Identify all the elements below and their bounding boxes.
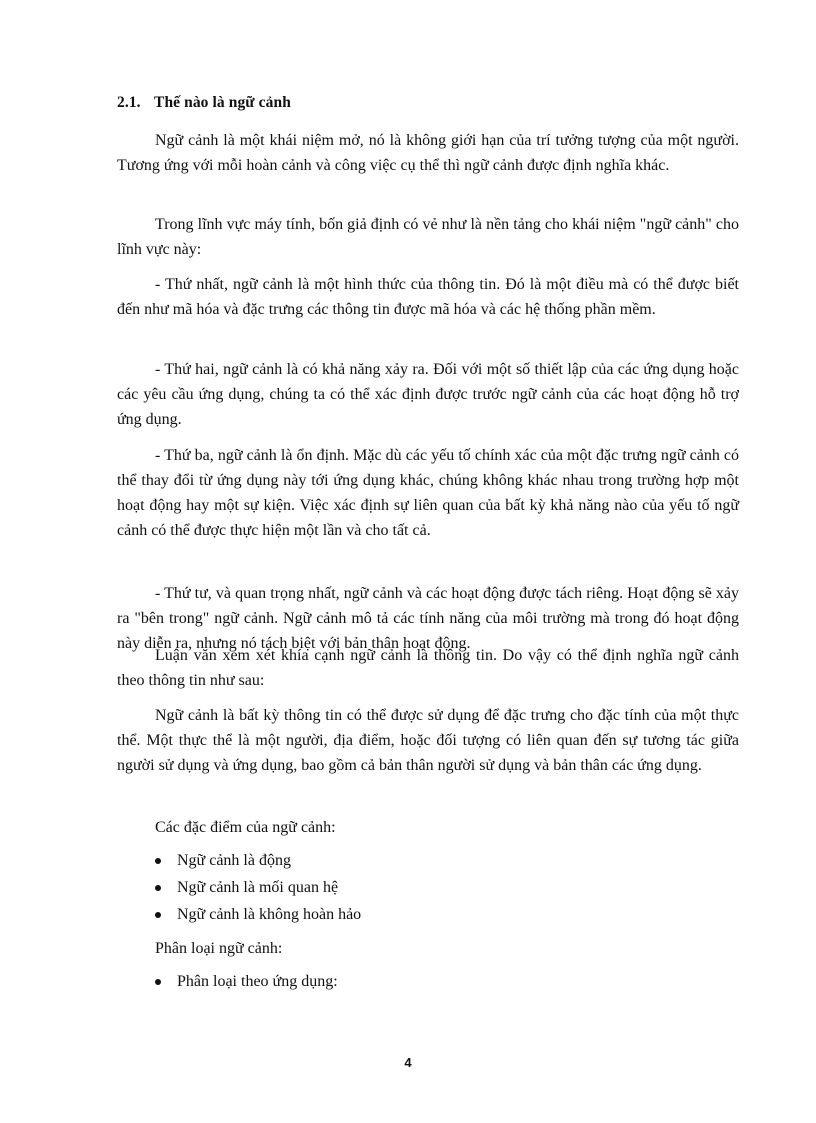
paragraph-first: - Thứ nhất, ngữ cảnh là một hình thức của thông tin. Đó là một điều mà có thể được biết đến như mã hóa và đặc trưng các thông tin được mã hóa và các hệ thống phần mềm. [117, 276, 739, 318]
paragraph-fourth: - Thứ tư, và quan trọng nhất, ngữ cảnh và các hoạt động được tách riêng. Hoạt động sẽ xảy ra "bên trong" ngữ cảnh. Ngữ cảnh mô tả các tính năng của môi trường mà trong đó hoạt động này diễn ra, nhưng nó tách biệt với bản thân hoạt động. [117, 585, 739, 652]
bullet-icon [155, 858, 161, 864]
paragraph-thesis: Luận văn xem xét khía cạnh ngữ cảnh là thông tin. Do vậy có thể định nghĩa ngữ cảnh theo thông tin như sau: [117, 647, 739, 689]
paragraph-second: - Thứ hai, ngữ cảnh là có khả năng xảy ra. Đối với một số thiết lập của các ứng dụng hoặc các yêu cầu ứng dụng, chúng ta có thể xác định được trước ngữ cảnh của các hoạt động hỗ trợ ứng dụng. [117, 361, 739, 428]
paragraph-assumptions: Trong lĩnh vực máy tính, bốn giả định có vẻ như là nền tảng cho khái niệm "ngữ cảnh" cho lĩnh vực này: [117, 216, 739, 258]
list-item: Ngữ cảnh là động [155, 848, 291, 873]
classification-label: Phân loại ngữ cảnh: [155, 940, 283, 957]
list-item: Ngữ cảnh là không hoàn hảo [155, 902, 361, 927]
page-number: 4 [404, 1055, 412, 1070]
list-item: Phân loại theo ứng dụng: [155, 969, 338, 994]
characteristics-label: Các đặc điểm của ngữ cảnh: [155, 819, 336, 836]
bullet-icon [155, 979, 161, 985]
paragraph-intro: Ngữ cảnh là một khái niệm mở, nó là không giới hạn của trí tưởng tượng của một người. Tương ứng với mỗi hoàn cảnh và công việc cụ thể thì ngữ cảnh được định nghĩa khác. [117, 132, 739, 174]
section-title: Thế nào là ngữ cảnh [154, 94, 291, 111]
bullet-icon [155, 912, 161, 918]
bullet-icon [155, 885, 161, 891]
paragraph-third: - Thứ ba, ngữ cảnh là ổn định. Mặc dù các yếu tố chính xác của một đặc trưng ngữ cảnh có thể thay đổi từ ứng dụng này tới ứng dụng khác, chúng không khác nhau trong trường hợp một hoạt động hay một sự kiện. Việc xác định sự liên quan của bất kỳ khả năng nào của yếu tố ngữ cảnh có thể được thực hiện một lần và cho tất cả. [117, 447, 739, 539]
section-number: 2.1. [117, 94, 141, 111]
section-heading [117, 94, 291, 112]
paragraph-definition: Ngữ cảnh là bất kỳ thông tin có thể được sử dụng để đặc trưng cho đặc tính của một thực thể. Một thực thể là một người, địa điểm, hoặc đối tượng có liên quan đến sự tương tác giữa người sử dụng và ứng dụng, bao gồm cả bản thân người sử dụng và bản thân các ứng dụng. [117, 707, 739, 774]
list-item: Ngữ cảnh là mối quan hệ [155, 875, 338, 900]
